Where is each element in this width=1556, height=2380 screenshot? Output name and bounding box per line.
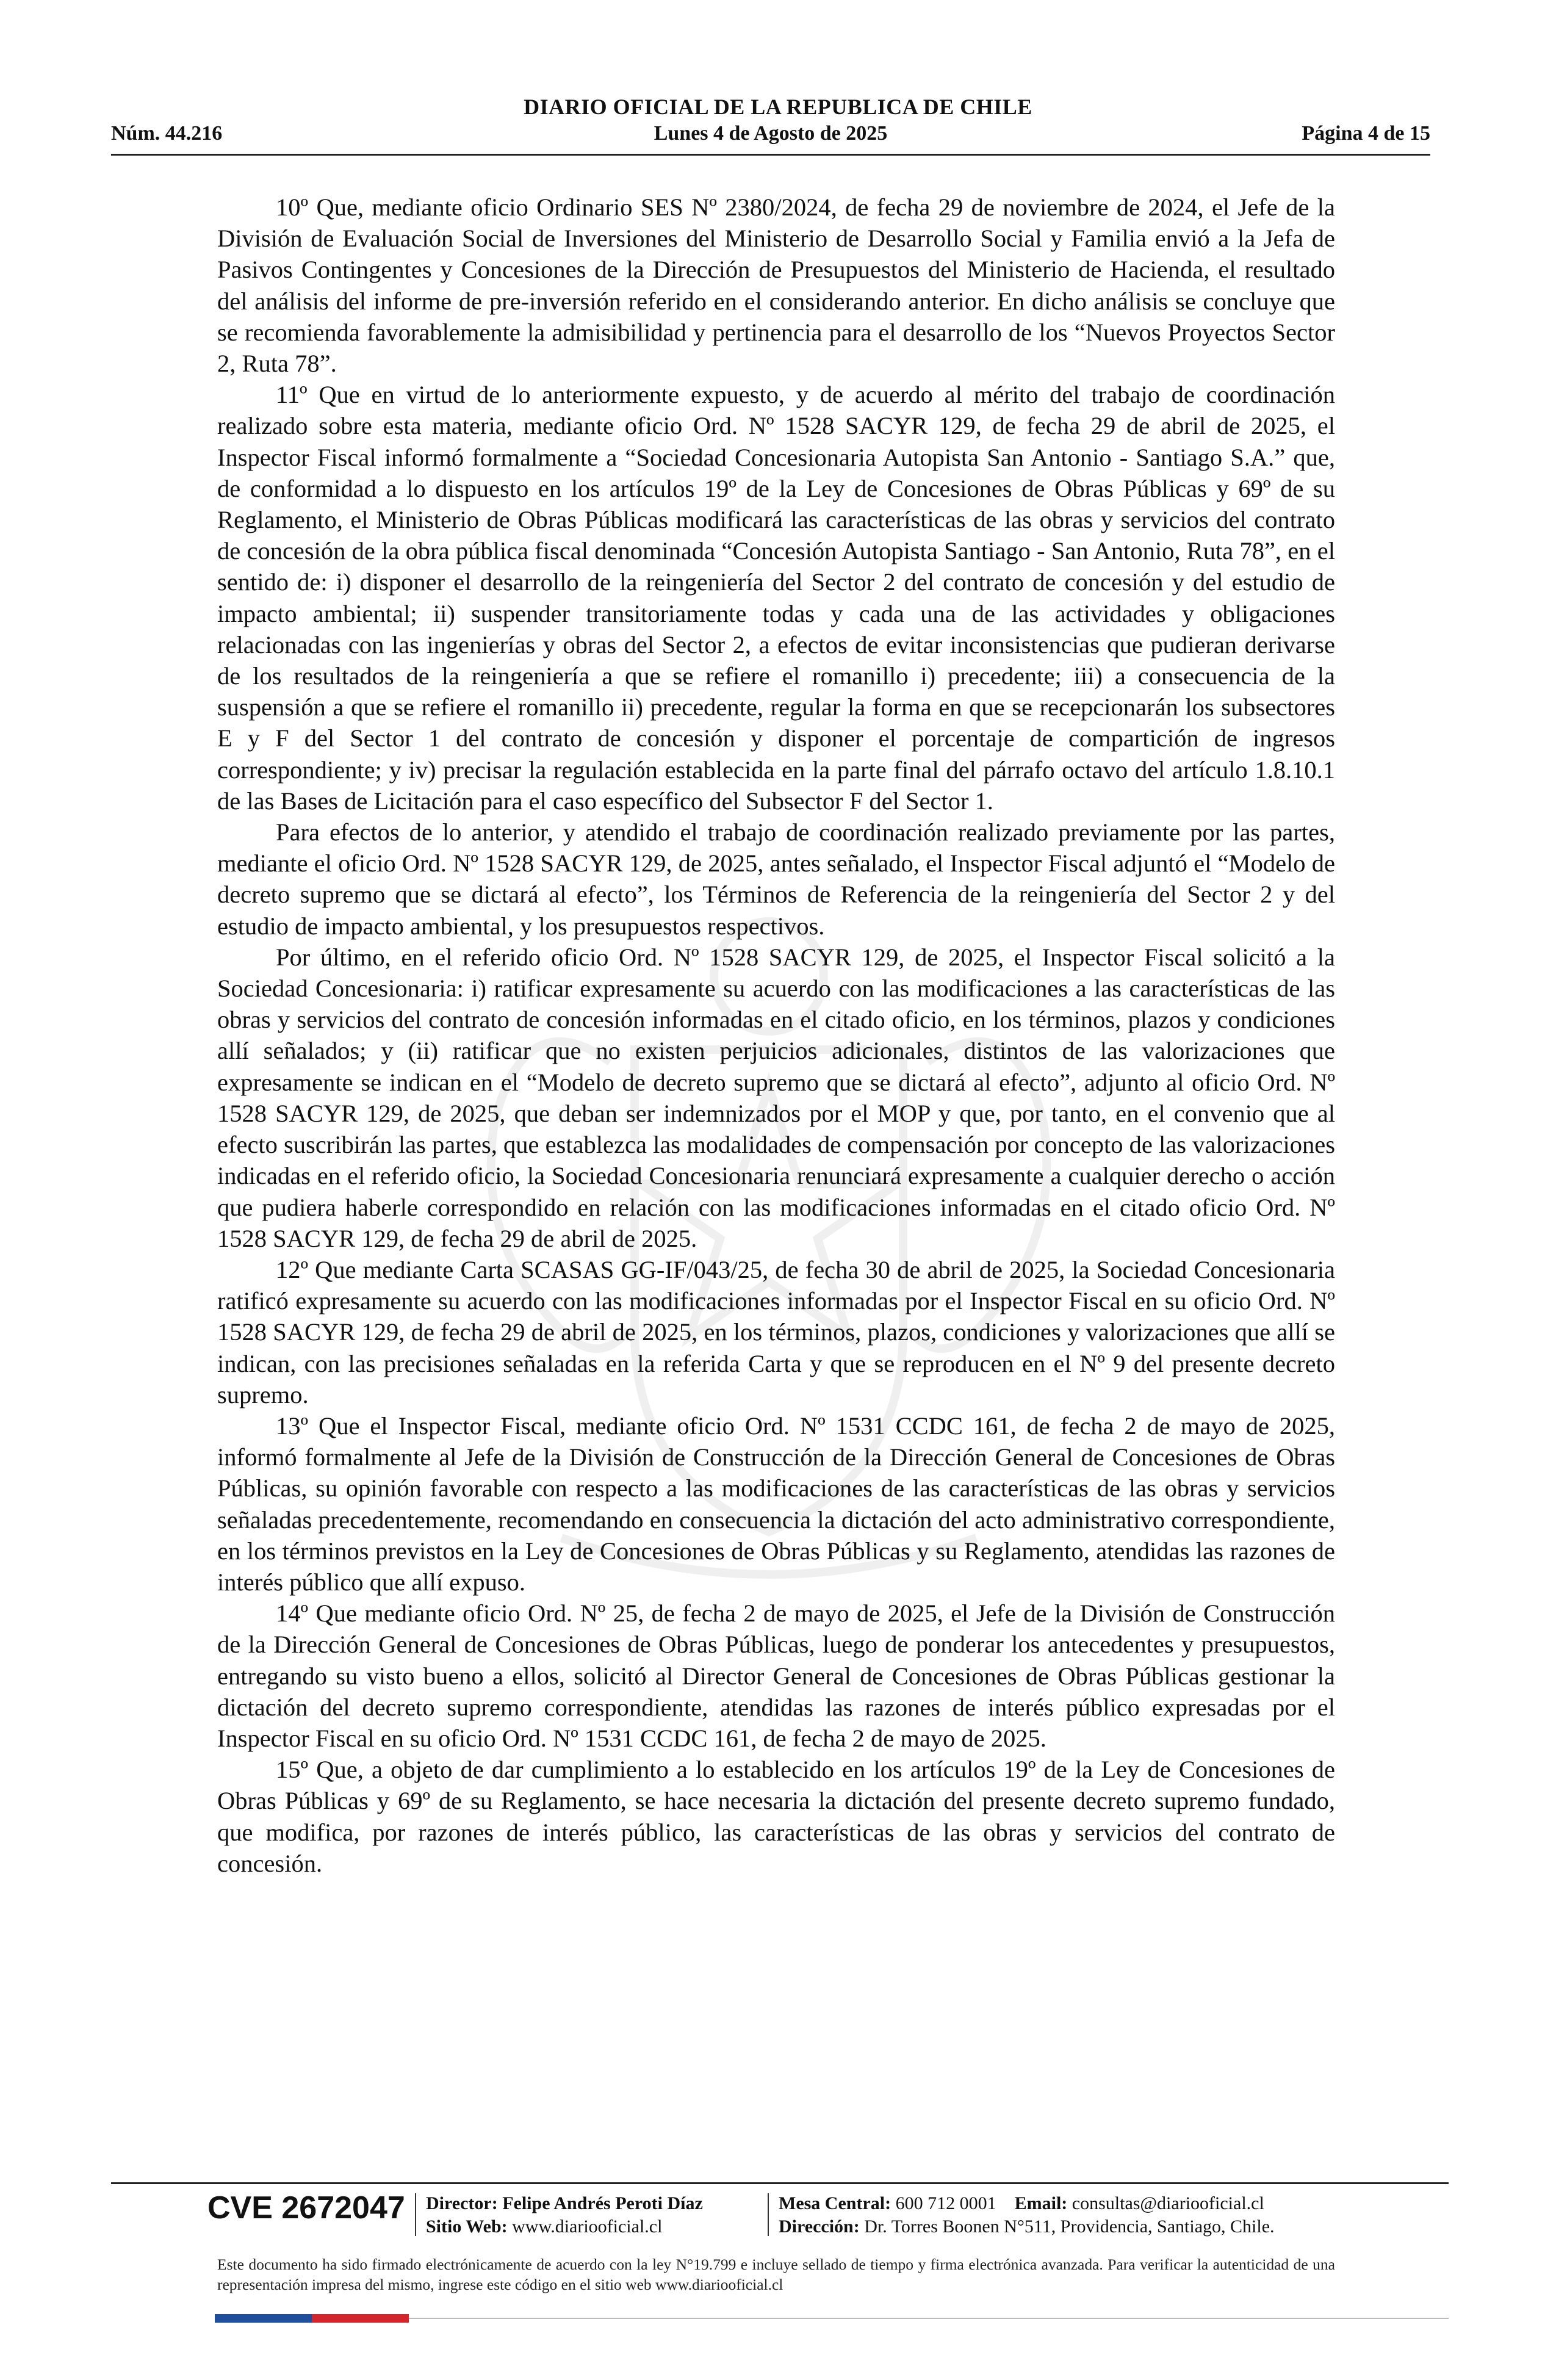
document-body	[217, 192, 1335, 1879]
footer-divider	[111, 2182, 1449, 2184]
flag-red-segment	[312, 2314, 409, 2323]
footer-separator	[415, 2193, 416, 2236]
newspaper-title: DIARIO OFICIAL DE LA REPUBLICA DE CHILE	[524, 95, 1032, 119]
email-link[interactable]: consultas@diariooficial.cl	[1072, 2193, 1264, 2213]
mesa-central-label: Mesa Central:	[779, 2193, 891, 2213]
paragraph-11-cont-2: Por último, en el referido oficio Ord. Nº 1528 SACYR 129, de 2025, el Inspector Fiscal solicitó a la Sociedad Concesionaria: i) ratificar expresamente su acuerdo con las modificaciones a las características de las obras y servicios del contrato de concesión informadas en el citado oficio, en los términos, plazos y condiciones allí señalados; y (ii) ratificar que no existen perjuicios adicionales, distintos de las valorizaciones que expresamente se indican en el “Modelo de decreto supremo que se dictará al efecto”, adjunto al oficio Ord. Nº 1528 SACYR 129, de 2025, que deban ser indemnizados por el MOP y que, por tanto, en el convenio que al efecto suscribirán las partes, que establezca las modalidades de compensación por concepto de las valorizaciones indicadas en el referido oficio, la Sociedad Concesionaria renunciará expresamente a cualquier derecho o acción que pudiera haberle correspondido en relación con las modificaciones informadas en el citado oficio Ord. Nº 1528 SACYR 129, de fecha 29 de abril de 2025.	[217, 943, 1335, 1252]
header-divider	[111, 154, 1430, 156]
direccion-value: Dr. Torres Boonen N°511, Providencia, Santiago, Chile.	[864, 2216, 1275, 2237]
director-name: Felipe Andrés Peroti Díaz	[502, 2193, 703, 2213]
cve-code: CVE 2672047	[207, 2190, 405, 2226]
website-label: Sitio Web:	[426, 2216, 508, 2237]
mesa-central-phone: 600 712 0001	[895, 2193, 996, 2213]
page-indicator: Página 4 de 15	[1302, 122, 1430, 145]
footer-director-block	[426, 2192, 703, 2238]
paragraph-11: 11º Que en virtud de lo anteriormente expuesto, y de acuerdo al mérito del trabajo de coordinación realizado sobre esta materia, mediante oficio Ord. Nº 1528 SACYR 129, de fecha 29 de abril de 2025, el Inspector Fiscal informó formalmente a “Sociedad Concesionaria Autopista San Antonio - Santiago S.A.” que, de conformidad a lo dispuesto en los artículos 19º de la Ley de Concesiones de Obras Públicas y 69º de su Reglamento, el Ministerio de Obras Públicas modificará las características de las obras y servicios del contrato de concesión de la obra pública fiscal denominada “Concesión Autopista Santiago - San Antonio, Ruta 78”, en el sentido de: i) disponer el desarrollo de la reingeniería del Sector 2 del contrato de concesión y del estudio de impacto ambiental; ii) suspender transitoriamente todas y cada una de las actividades y obligaciones relacionadas con las ingenierías y obras del Sector 2, a efectos de evitar inconsistencias que pudieran derivarse de los resultados de la reingeniería a que se refiere el romanillo i) precedente; iii) a consecuencia de la suspensión a que se refiere el romanillo ii) precedente, regular la forma en que se recepcionarán los subsectores E y F del Sector 1 del contrato de concesión y disponer el porcentaje de compartición de ingresos correspondiente; y iv) precisar la regulación establecida en la parte final del párrafo octavo del artículo 1.8.10.1 de las Bases de Licitación para el caso específico del Subsector F del Sector 1.	[217, 381, 1335, 815]
footer-separator	[768, 2193, 769, 2236]
paragraph-10: 10º Que, mediante oficio Ordinario SES Nº 2380/2024, de fecha 29 de noviembre de 2024, el Jefe de la División de Evaluación Social de Inversiones del Ministerio de Desarrollo Social y Familia envió a la Jefa de Pasivos Contingentes y Concesiones de la Dirección de Presupuestos del Ministerio de Hacienda, el resultado del análisis del informe de pre-inversión referido en el considerando anterior. En dicho análisis se concluye que se recomienda favorablemente la admisibilidad y pertinencia para el desarrollo de los “Nuevos Proyectos Sector 2, Ruta 78”.	[217, 193, 1335, 378]
issue-date: Lunes 4 de Agosto de 2025	[654, 122, 888, 145]
direccion-label: Dirección:	[779, 2216, 860, 2237]
director-label: Director:	[426, 2193, 498, 2213]
signature-disclaimer: Este documento ha sido firmado electrónicamente de acuerdo con la ley N°19.799 e incluye sellado de tiempo y firma electrónica avanzada. Para verificar la autenticidad de una representación impresa del mismo, ingrese este código en el sitio web www.diariooficial.cl	[217, 2256, 1335, 2293]
paragraph-11-cont-1: Para efectos de lo anterior, y atendido el trabajo de coordinación realizado previamente por las partes, mediante el oficio Ord. Nº 1528 SACYR 129, de 2025, antes señalado, el Inspector Fiscal adjuntó el “Modelo de decreto supremo que se dictará al efecto”, los Términos de Referencia de la reingeniería del Sector 2 y del estudio de impacto ambiental, y los presupuestos respectivos.	[217, 818, 1335, 940]
header-row	[111, 122, 1430, 150]
paragraph-15: 15º Que, a objeto de dar cumplimiento a lo establecido en los artículos 19º de la Ley de Concesiones de Obras Públicas y 69º de su Reglamento, se hace necesaria la dictación del presente decreto supremo fundado, que modifica, por razones de interés público, las características de las obras y servicios del contrato de concesión.	[217, 1756, 1335, 1877]
paragraph-13: 13º Que el Inspector Fiscal, mediante oficio Ord. Nº 1531 CCDC 161, de fecha 2 de mayo de 2025, informó formalmente al Jefe de la División de Construcción de la Dirección General de Concesiones de Obras Públicas, su opinión favorable con respecto a las modificaciones de las características de las obras y servicios señaladas precedentemente, recomendando en consecuencia la dictación del acto administrativo correspondiente, en los términos previstos en la Ley de Concesiones de Obras Públicas y su Reglamento, atendidas las razones de interés público que allí expuso.	[217, 1412, 1335, 1596]
issue-number: Núm. 44.216	[111, 122, 223, 145]
email-label: Email:	[1014, 2193, 1068, 2213]
paragraph-14: 14º Que mediante oficio Ord. Nº 25, de fecha 2 de mayo de 2025, el Jefe de la División de Construcción de la Dirección General de Concesiones de Obras Públicas, luego de ponderar los antecedentes y presupuestos, entregando su visto bueno a ellos, solicitó al Director General de Concesiones de Obras Públicas gestionar la dictación del decreto supremo correspondiente, atendidas las razones de interés público expresadas por el Inspector Fiscal en su oficio Ord. Nº 1531 CCDC 161, de fecha 2 de mayo de 2025.	[217, 1599, 1335, 1752]
chile-flag-stripe	[215, 2314, 409, 2323]
website-link[interactable]: www.diariooficial.cl	[512, 2216, 663, 2237]
paragraph-12: 12º Que mediante Carta SCASAS GG-IF/043/25, de fecha 30 de abril de 2025, la Sociedad Concesionaria ratificó expresamente su acuerdo con las modificaciones informadas por el Inspector Fiscal en su oficio Ord. Nº 1528 SACYR 129, de fecha 29 de abril de 2025, en los términos, plazos, condiciones y valorizaciones que allí se indican, con las precisiones señaladas en la referida Carta y que se reproducen en el Nº 9 del presente decreto supremo.	[217, 1255, 1335, 1408]
footer-bottom-rule	[409, 2318, 1449, 2319]
flag-blue-segment	[215, 2314, 312, 2323]
footer-contact-block	[779, 2192, 1275, 2238]
